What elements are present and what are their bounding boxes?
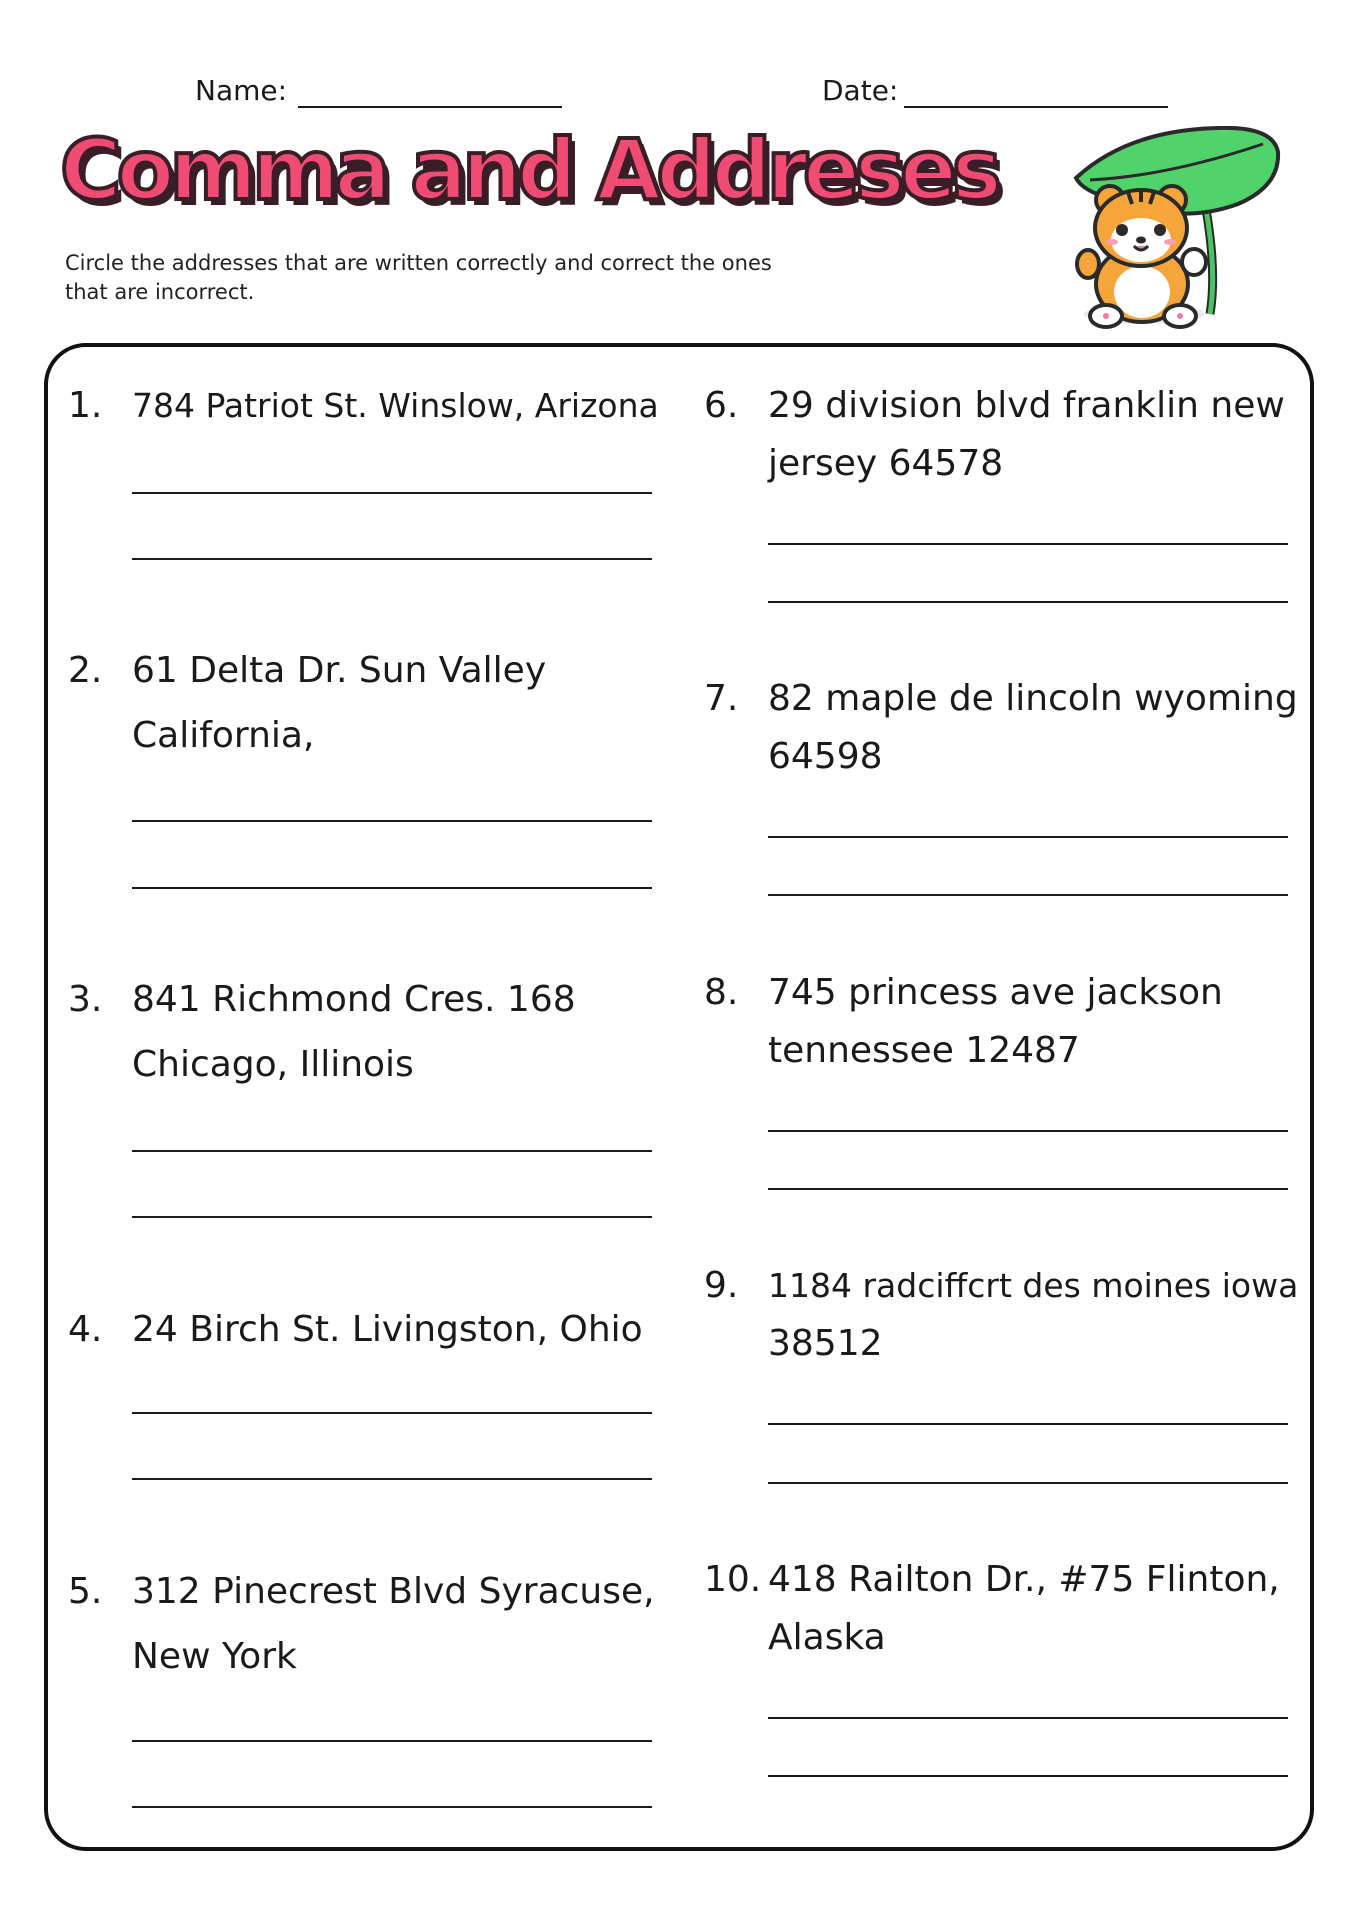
list-item [68, 970, 668, 1090]
answer-line[interactable] [768, 1130, 1288, 1132]
list-item [68, 1562, 668, 1682]
answer-line[interactable] [768, 543, 1288, 545]
answer-line[interactable] [768, 1717, 1288, 1719]
answer-line[interactable] [132, 1216, 652, 1218]
answer-line[interactable] [768, 601, 1288, 603]
answer-line[interactable] [132, 1806, 652, 1808]
answer-line[interactable] [768, 1775, 1288, 1777]
list-item [704, 963, 1304, 1083]
name-field[interactable] [298, 106, 562, 108]
address-line: 82 maple de lincoln wyoming [768, 678, 1298, 719]
tiger-under-leaf-icon [1068, 126, 1290, 334]
list-item [704, 376, 1304, 496]
address-line: 312 Pinecrest Blvd Syracuse, [132, 1571, 655, 1612]
answer-line[interactable] [768, 894, 1288, 896]
item-number: 5. [68, 1571, 103, 1612]
answer-line[interactable] [132, 820, 652, 822]
item-number: 8. [704, 972, 739, 1013]
address-line: 64598 [768, 736, 883, 777]
item-number: 3. [68, 979, 103, 1020]
list-item [704, 1550, 1304, 1670]
answer-line[interactable] [768, 1423, 1288, 1425]
address-line: 61 Delta Dr. Sun Valley [132, 650, 547, 691]
instructions: Circle the addresses that are written correctly and correct the ones that are incorrect. [65, 251, 772, 304]
answer-line[interactable] [132, 1740, 652, 1742]
address-line: 418 Railton Dr., #75 Flinton, [768, 1559, 1280, 1600]
item-number: 4. [68, 1309, 103, 1350]
address-line: California, [132, 715, 315, 756]
date-field[interactable] [904, 106, 1168, 108]
answer-line[interactable] [768, 1188, 1288, 1190]
item-number: 7. [704, 678, 739, 719]
name-label: Name: [195, 74, 288, 107]
address-line: 745 princess ave jackson [768, 972, 1223, 1013]
list-item [68, 1300, 668, 1360]
answer-line[interactable] [132, 492, 652, 494]
address-line: Chicago, Illinois [132, 1044, 414, 1085]
address-line: 38512 [768, 1323, 883, 1364]
answer-line[interactable] [132, 1412, 652, 1414]
item-number: 2. [68, 650, 103, 691]
address-line: Alaska [768, 1617, 886, 1658]
address-line: tennessee 12487 [768, 1030, 1080, 1071]
answer-line[interactable] [768, 836, 1288, 838]
address-line: New York [132, 1636, 297, 1677]
item-number: 6. [704, 385, 739, 426]
date-label: Date: [822, 74, 899, 107]
address-line: 784 Patriot St. Winslow, Arizona [132, 386, 659, 425]
answer-line[interactable] [132, 1478, 652, 1480]
list-item [68, 376, 668, 436]
address-line: 24 Birch St. Livingston, Ohio [132, 1309, 643, 1350]
address-line: 29 division blvd franklin new [768, 385, 1285, 426]
list-item [704, 669, 1304, 789]
item-number: 9. [704, 1265, 739, 1306]
address-line: jersey 64578 [768, 443, 1004, 484]
answer-line[interactable] [132, 887, 652, 889]
address-line: 841 Richmond Cres. 168 [132, 979, 576, 1020]
list-item [68, 641, 668, 761]
address-line: 1184 radciffcrt des moines iowa [768, 1266, 1299, 1305]
item-number: 10. [704, 1559, 762, 1600]
item-number: 1. [68, 385, 103, 426]
answer-line[interactable] [132, 558, 652, 560]
answer-line[interactable] [768, 1482, 1288, 1484]
worksheet-title: Comma and Addreses [60, 121, 997, 219]
list-item [704, 1256, 1304, 1376]
answer-line[interactable] [132, 1150, 652, 1152]
